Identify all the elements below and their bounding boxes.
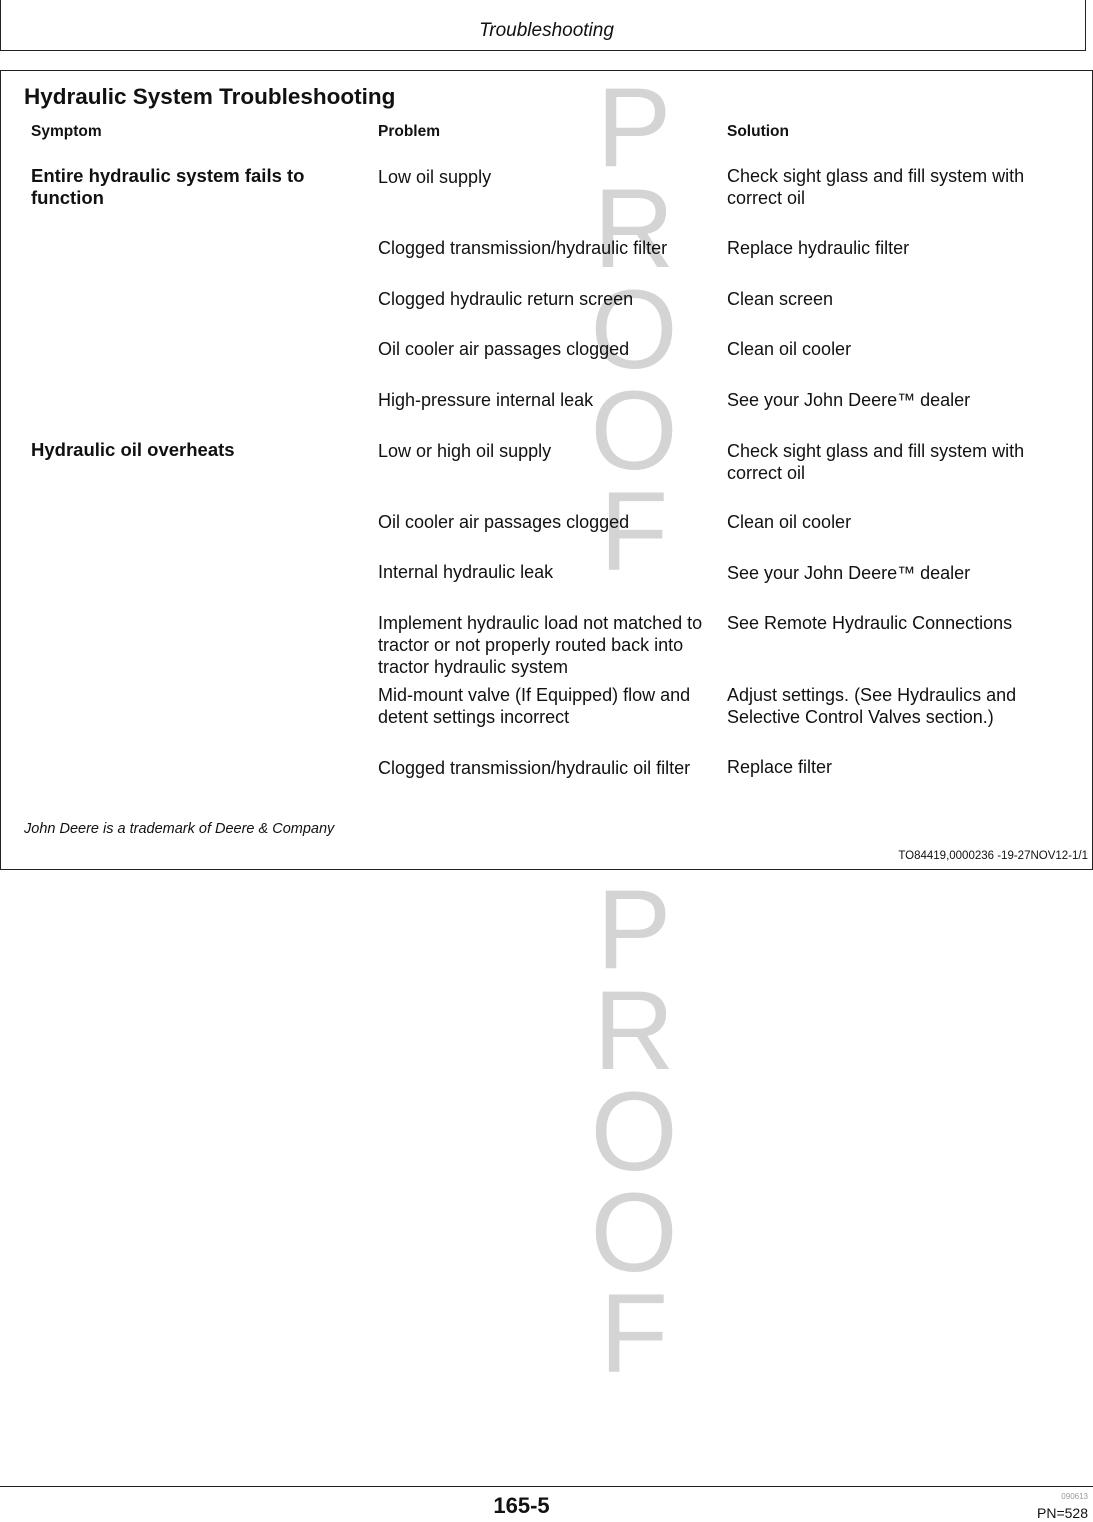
- footer-code: 090613: [1061, 1492, 1088, 1501]
- problem-cell: High-pressure internal leak: [378, 390, 594, 410]
- watermark-letter: R: [593, 968, 675, 1093]
- problem-cell: Clogged hydraulic return screen: [378, 289, 634, 309]
- watermark-letter: F: [599, 469, 669, 594]
- solution-cell: Replace hydraulic filter: [727, 238, 910, 258]
- page-number: 165-5: [493, 1493, 550, 1518]
- watermark-letter: P: [596, 867, 672, 992]
- column-header-problem: Problem: [378, 123, 441, 140]
- solution-cell: Check sight glass and fill system with correct oil: [727, 441, 1025, 483]
- proof-watermark-lower: [575, 867, 693, 1396]
- watermark-letter: O: [590, 1069, 678, 1194]
- symptom-cell: Entire hydraulic system fails to function: [31, 165, 305, 208]
- solution-cell: Clean oil cooler: [727, 339, 852, 359]
- solution-cell: See your John Deere™ dealer: [727, 390, 971, 410]
- solution-cell: Replace filter: [727, 757, 833, 777]
- symptom-cell: Hydraulic oil overheats: [31, 439, 235, 460]
- running-header: Troubleshooting: [479, 20, 614, 41]
- problem-cell: Implement hydraulic load not matched to tractor or not properly routed back into tractor hydraulic system: [378, 613, 703, 677]
- watermark-letter: F: [599, 1271, 669, 1396]
- problem-cell: Clogged transmission/hydraulic filter: [378, 238, 668, 258]
- problem-cell: Internal hydraulic leak: [378, 562, 554, 582]
- problem-cell: Mid-mount valve (If Equipped) flow and detent settings incorrect: [378, 685, 691, 727]
- problem-cell: Low or high oil supply: [378, 441, 552, 461]
- solution-cell: Check sight glass and fill system with correct oil: [727, 166, 1025, 208]
- problem-cell: Clogged transmission/hydraulic oil filter: [378, 758, 691, 778]
- column-header-symptom: Symptom: [31, 123, 102, 140]
- solution-cell: Clean screen: [727, 289, 834, 309]
- watermark-letter: O: [590, 368, 678, 493]
- solution-cell: Adjust settings. (See Hydraulics and Selective Control Valves section.): [727, 685, 1017, 727]
- section-title: Hydraulic System Troubleshooting: [24, 84, 396, 109]
- problem-cell: Low oil supply: [378, 167, 492, 187]
- pn-label: PN=528: [1037, 1505, 1088, 1521]
- trademark-footnote: John Deere is a trademark of Deere & Company: [24, 821, 335, 837]
- solution-cell: See your John Deere™ dealer: [727, 563, 971, 583]
- solution-cell: Clean oil cooler: [727, 512, 852, 532]
- column-header-solution: Solution: [727, 123, 789, 140]
- watermark-letter: P: [596, 65, 672, 190]
- problem-cell: Oil cooler air passages clogged: [378, 339, 630, 359]
- problem-cell: Oil cooler air passages clogged: [378, 512, 630, 532]
- watermark-letter: O: [590, 267, 678, 392]
- solution-cell: See Remote Hydraulic Connections: [727, 613, 1013, 633]
- footer-divider: [0, 1486, 1093, 1487]
- watermark-letter: R: [593, 166, 675, 291]
- document-reference: TO84419,0000236 -19-27NOV12-1/1: [898, 850, 1088, 862]
- watermark-letter: O: [590, 1170, 678, 1295]
